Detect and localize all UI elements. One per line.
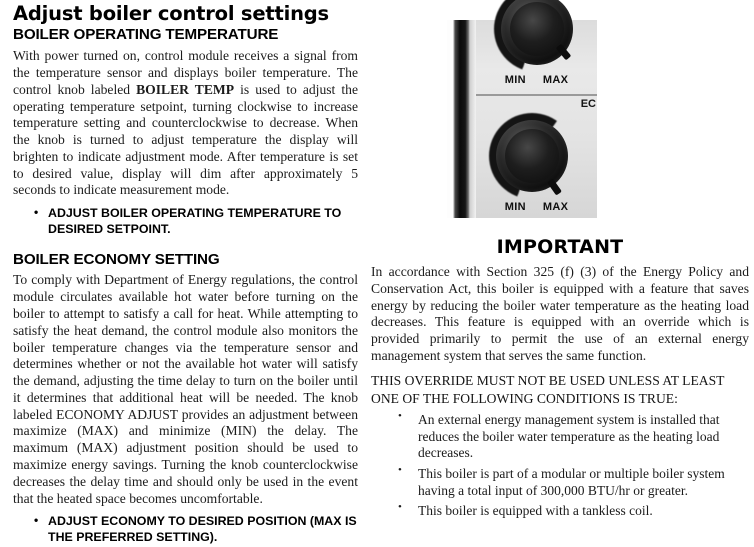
bullet-list-economy (13, 514, 358, 546)
knob-bottom-labels (476, 201, 597, 213)
paragraph-text-part2: is used to adjust the operating temperature setpoint, turning clockwise to increase temperature setting and counterclockwise to decrease. When the knob is turned to adjust temperature the display will brighten to indicate adjustment mode. After temperature is set to desired value, display will dim after approximately 5 seconds to indicate measurement mode. (13, 81, 358, 198)
list-item: • An external energy management system is installed that reduces the boiler water temperature as the heating load decreases. (371, 412, 749, 462)
knob-top-labels (476, 74, 597, 86)
photo-light-edge (470, 20, 476, 218)
knob-bottom-max-label: MAX (542, 201, 569, 213)
paragraph-spacer (371, 365, 749, 372)
override-warning-line-2: ONE OF THE FOLLOWING CONDITIONS IS TRUE: (371, 390, 678, 406)
important-heading: IMPORTANT (496, 236, 624, 258)
section-spacer (13, 239, 358, 252)
bullet-list-operating-temperature (13, 206, 358, 238)
list-item: • This boiler is equipped with a tankless coil. (371, 503, 749, 520)
photo-panel-divider (476, 94, 597, 96)
override-warning-line-1: THIS OVERRIDE MUST NOT BE USED UNLESS AT LEAST (371, 372, 725, 388)
paragraph-emphasis-boiler-temp: BOILER TEMP (136, 81, 235, 97)
right-column (371, 236, 749, 524)
list-item: • This boiler is part of a modular or multiple boiler system having a total input of 300,000 BTU/hr or greater. (371, 466, 749, 499)
knob-top-min-label: MIN (504, 74, 526, 86)
left-column (13, 4, 358, 547)
photo-partial-text-eco: EC (580, 98, 596, 110)
list-item: • ADJUST BOILER OPERATING TEMPERATURE TO DESIRED SETPOINT. (13, 206, 358, 238)
section-heading-boiler-operating-temperature: BOILER OPERATING TEMPERATURE (13, 26, 279, 44)
paragraph-energy-policy-act: In accordance with Section 325 (f) (3) of the Energy Policy and Conservation Act, this boiler is equipped with a feature that saves energy by reducing the boiler water temperature as the heating load decreases. This feature is equipped with an override which is provided primarily to permit the use of an external energy management system that serves the same function. (371, 264, 749, 363)
boiler-control-knobs-photo (447, 20, 597, 218)
knob-bottom-cap (505, 129, 559, 183)
page-title: Adjust boiler control settings (13, 2, 329, 25)
photo-dark-edge (453, 20, 470, 218)
paragraph-boiler-economy-setting: To comply with Department of Energy regulations, the control module circulates available hot water before turning on the boiler to attempt to satisfy a call for heat. While attempting to satisfy the heat demand, the control module also monitors the boiler temperature changes via the temperature sensor and determines whether or not the available hot water will satisfy the demand, adjusting the time delay to turn on the boiler until it determines that additional heat will be needed. The knob labeled ECONOMY ADJUST provides an adjustment between maximize (MAX) and minimize (MIN) the delay. The maximum (MAX) adjustment position should be used to maximize energy savings. Turning the knob counterclockwise decreases the delay time and should only be used in the event that the heated space becomes uncomfortable. (13, 272, 358, 506)
knob-top-max-label: MAX (542, 74, 569, 86)
list-item: • ADJUST ECONOMY TO DESIRED POSITION (MAX IS THE PREFERRED SETTING). (13, 514, 358, 546)
paragraph-text-part1: With power turned on, control module receives a signal from the temperature sensor and displays boiler temperature. The control knob labeled (13, 48, 358, 97)
paragraph-boiler-operating-temperature (13, 48, 358, 199)
knob-bottom-min-label: MIN (504, 201, 526, 213)
bullet-list-override-conditions (371, 412, 749, 520)
section-heading-boiler-economy-setting: BOILER ECONOMY SETTING (13, 250, 220, 268)
